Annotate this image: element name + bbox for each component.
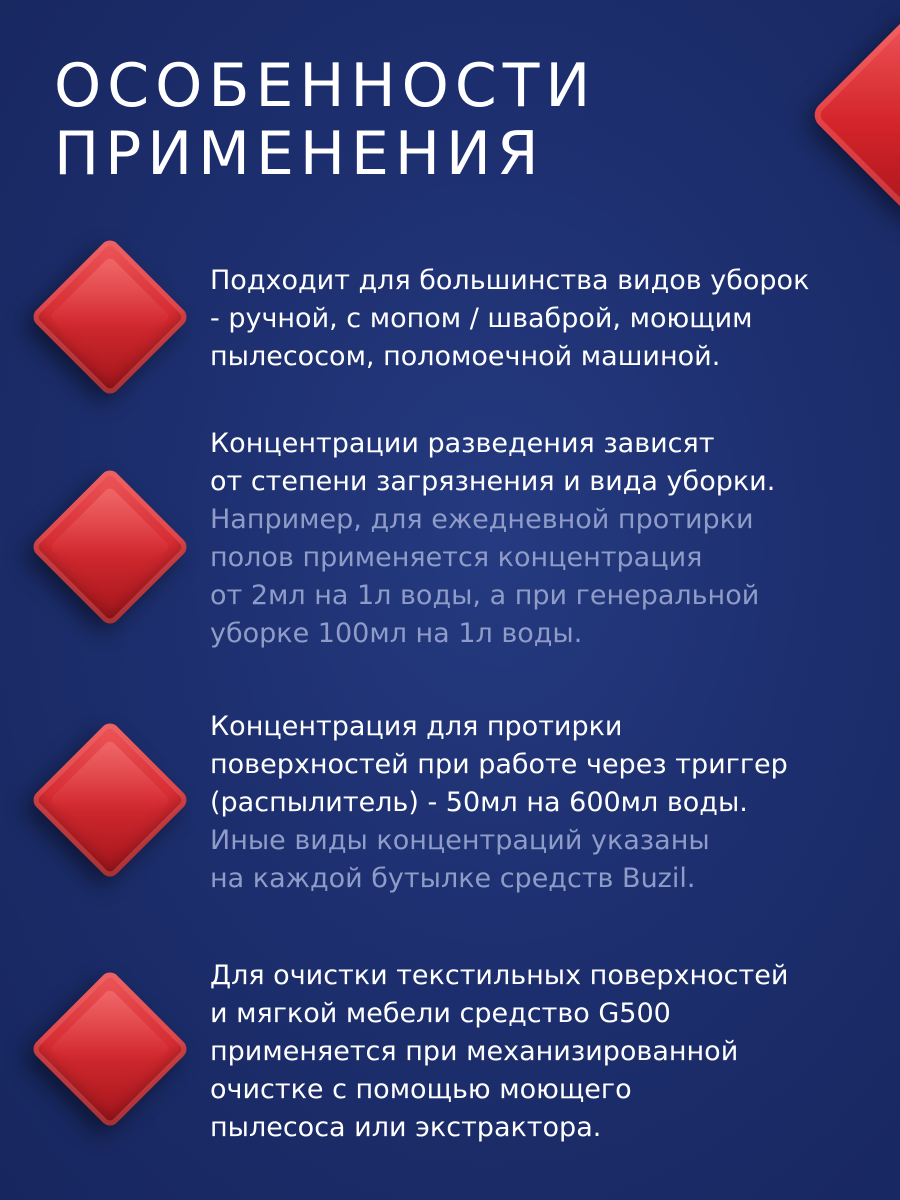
diamond-bullet-icon [29, 466, 190, 627]
feature-item-text: Для очистки текстильных поверхностей и мягкой мебели средство G500 применяется при механизированной очистке с помощью моющего пылесоса или экстрактора. [210, 960, 789, 1143]
feature-item-note: Например, для ежедневной протирки полов применяется концентрация от 2мл на 1л воды, а при генеральной уборке 100мл на 1л воды. [210, 504, 760, 649]
corner-diamond-decoration [809, 9, 900, 221]
title-line-2: ПРИМЕНЕНИЯ [54, 119, 545, 189]
feature-item-4 [210, 957, 880, 1147]
feature-item-text: Подходит для большинства видов уборок - ручной, с мопом / шваброй, моющим пылесосом, поломоечной машиной. [210, 265, 810, 372]
feature-item-2 [210, 425, 880, 653]
diamond-bullet-icon [29, 968, 190, 1129]
title-line-1: ОСОБЕННОСТИ [54, 51, 597, 121]
feature-item-text: Концентрации разведения зависят от степени загрязнения и вида уборки. [210, 428, 776, 497]
feature-item-note: Иные виды концентраций указаны на каждой бутылке средств Buzil. [210, 825, 710, 894]
feature-item-3 [210, 708, 880, 898]
diamond-bullet-icon [29, 236, 190, 397]
diamond-bullet-icon [29, 719, 190, 880]
feature-item-text: Концентрация для протирки поверхностей при работе через триггер (распылитель) - 50мл на 600мл воды. [210, 711, 788, 818]
feature-item-1 [210, 262, 880, 376]
page-title [54, 52, 754, 188]
